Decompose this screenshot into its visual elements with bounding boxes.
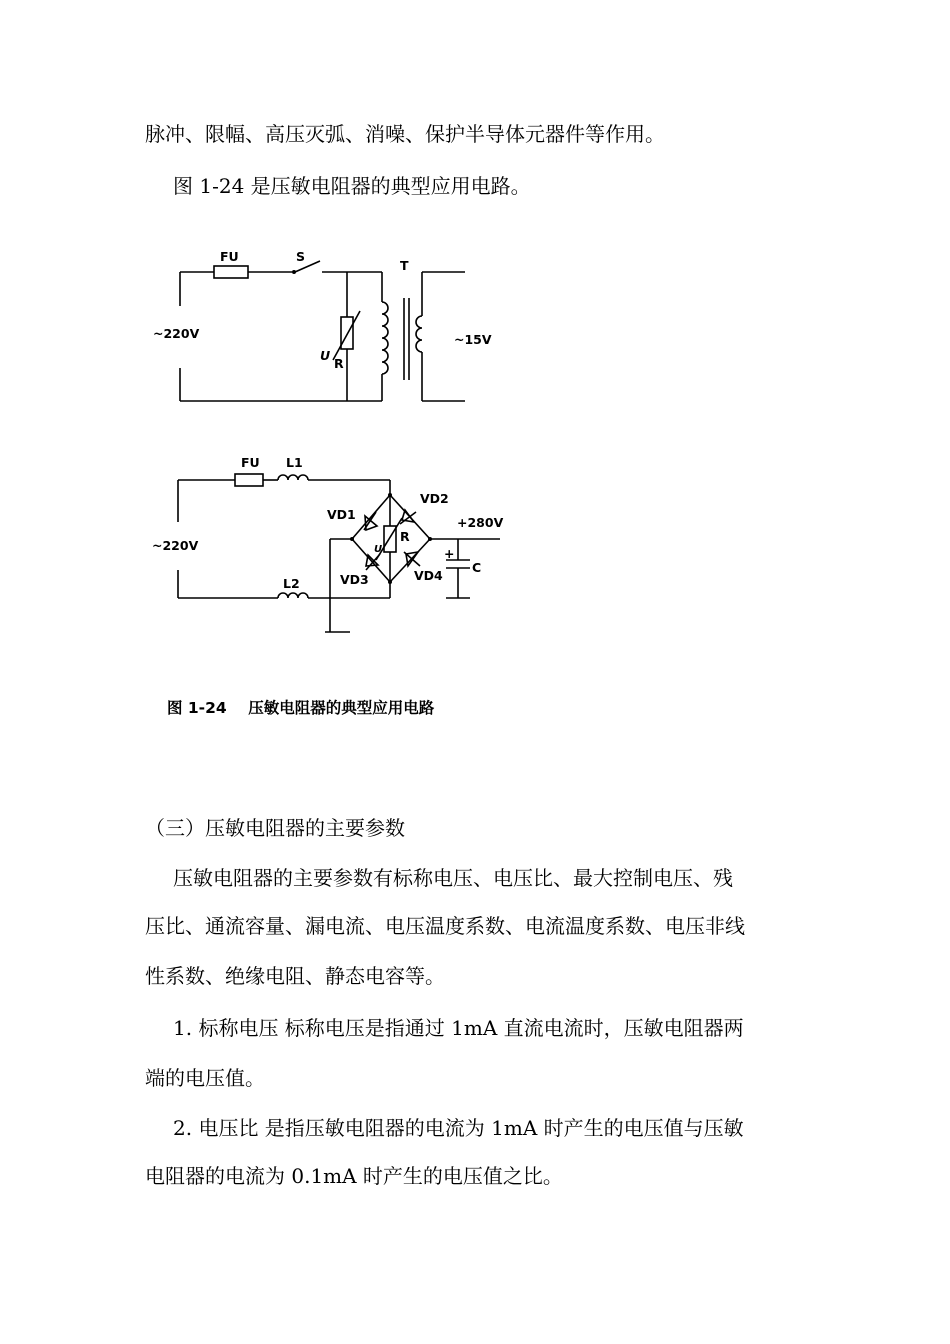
output-voltage-label: +280V (457, 515, 504, 530)
varistor-u-label: U (320, 348, 331, 363)
secondary-coil (416, 316, 422, 352)
capacitor-label: C (472, 560, 482, 575)
diode-vd1 (364, 512, 377, 530)
diode-vd2 (400, 510, 416, 524)
text-line: 1. 标称电压 标称电压是指通过 1mA 直流电流时，压敏电阻器两 (173, 1016, 744, 1040)
text-line: 性系数、绝缘电阻、静态电容等。 (145, 964, 445, 988)
fuse-symbol (235, 474, 263, 486)
inductor-l1 (278, 475, 308, 480)
text-line: 图 1-24 是压敏电阻器的典型应用电路。 (173, 174, 531, 198)
transformer-label: T (400, 258, 409, 273)
output-voltage-label: ~15V (454, 332, 492, 347)
capacitor-plus-label: + (444, 546, 455, 561)
inductor-l2-label: L2 (283, 576, 300, 591)
vd3-label: VD3 (340, 572, 369, 587)
switch-label: S (296, 249, 306, 264)
text-line: 电阻器的电流为 0.1mA 时产生的电压值之比。 (145, 1164, 563, 1188)
vd2-label: VD2 (420, 491, 449, 506)
vd4-label: VD4 (414, 568, 443, 583)
text-line: 压比、通流容量、漏电流、电压温度系数、电流温度系数、电压非线 (145, 914, 745, 938)
input-voltage-label: ~220V (152, 538, 199, 553)
section-heading: （三）压敏电阻器的主要参数 (145, 816, 405, 840)
text-line: 端的电压值。 (145, 1066, 265, 1090)
varistor-u-label: U (374, 544, 383, 555)
fuse-symbol (214, 266, 248, 278)
fuse-label: FU (241, 455, 260, 470)
varistor-r-label: R (334, 356, 344, 371)
figure-caption: 图 1-24 压敏电阻器的典型应用电路 (167, 699, 435, 717)
text-line: 脉冲、限幅、高压灭弧、消噪、保护半导体元器件等作用。 (145, 122, 665, 146)
inductor-l1-label: L1 (286, 455, 303, 470)
circuit-2 (152, 455, 504, 632)
inductor-l2 (278, 593, 308, 598)
circuit-1 (153, 249, 492, 401)
vd1-label: VD1 (327, 507, 356, 522)
fuse-label: FU (220, 249, 239, 264)
varistor-r-label: R (400, 529, 410, 544)
text-line: 2. 电压比 是指压敏电阻器的电流为 1mA 时产生的电压值与压敏 (173, 1116, 744, 1140)
input-voltage-label: ~220V (153, 326, 200, 341)
primary-coil (382, 302, 388, 374)
text-line: 压敏电阻器的主要参数有标称电压、电压比、最大控制电压、残 (173, 866, 733, 890)
